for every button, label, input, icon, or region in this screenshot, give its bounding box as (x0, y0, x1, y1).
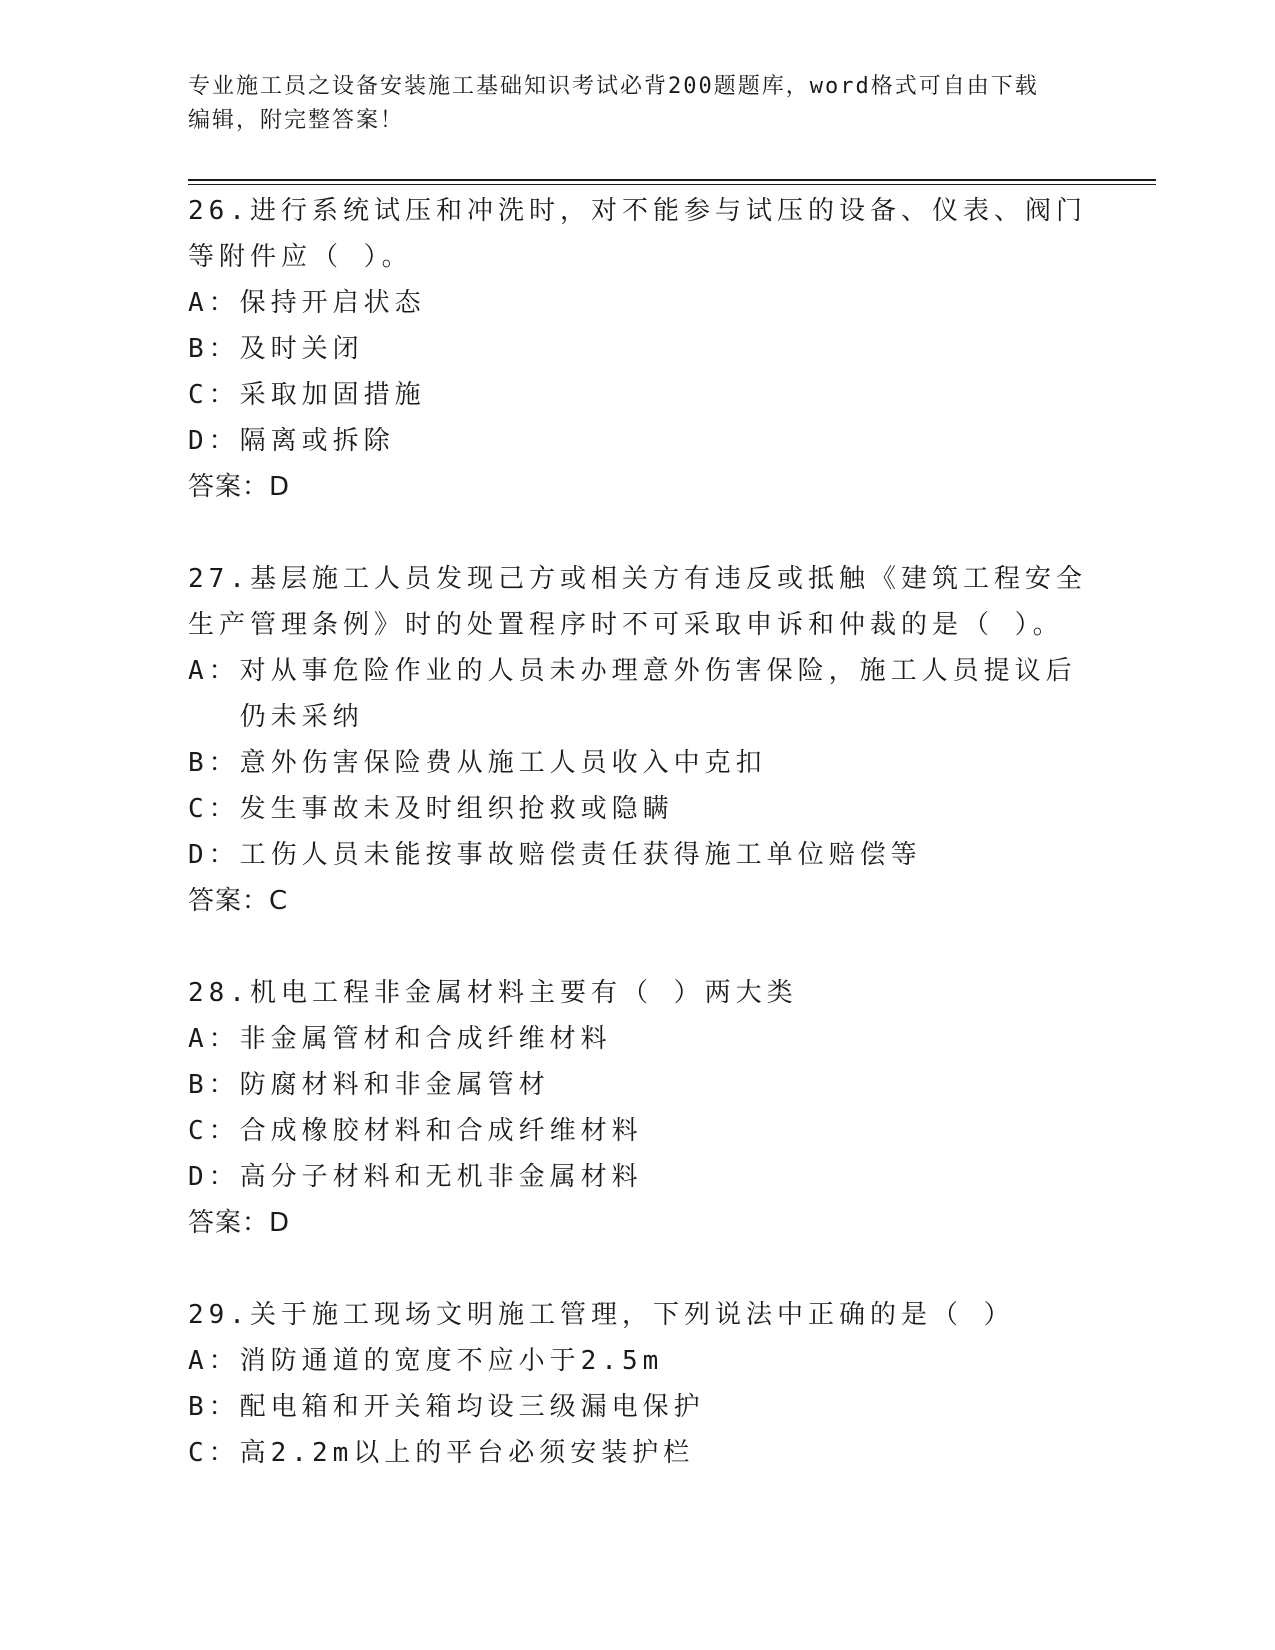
option-c (188, 1108, 1088, 1154)
option-key: D： (188, 1162, 240, 1192)
option-text: 保持开启状态 (239, 288, 426, 318)
option-text: 工伤人员未能按事故赔偿责任获得施工单位赔偿等 (239, 840, 922, 870)
answer-line: 答案：D (188, 1208, 291, 1238)
question-stem: 26.进行系统试压和冲洗时，对不能参与试压的设备、仪表、阀门等附件应（ ）。 (188, 196, 1087, 272)
option-a (188, 1016, 1088, 1062)
option-key: C： (188, 794, 240, 824)
option-key: C： (188, 1116, 240, 1146)
option-text: 对从事危险作业的人员未办理意外伤害保险，施工人员提议后仍未采纳 (239, 656, 1077, 732)
option-text: 消防通道的宽度不应小于2.5m (239, 1346, 664, 1376)
header-divider-thin (188, 184, 1156, 185)
option-key: B： (188, 334, 240, 364)
option-key: C： (188, 1438, 240, 1468)
option-key: B： (188, 1392, 240, 1422)
document-header (188, 70, 1068, 138)
option-text: 隔离或拆除 (239, 426, 395, 456)
option-text: 发生事故未及时组织抢救或隐瞒 (239, 794, 674, 824)
option-a (188, 1338, 1088, 1384)
option-b (188, 1384, 1088, 1430)
option-d (188, 832, 1088, 878)
option-key: B： (188, 748, 240, 778)
option-key: A： (188, 1346, 240, 1376)
question-stem: 28.机电工程非金属材料主要有（ ）两大类 (188, 978, 798, 1008)
option-text: 及时关闭 (239, 334, 364, 364)
option-d (188, 418, 1088, 464)
option-key: D： (188, 426, 240, 456)
option-text: 高2.2m以上的平台必须安装护栏 (239, 1438, 695, 1468)
option-text: 采取加固措施 (239, 380, 426, 410)
option-key: C： (188, 380, 240, 410)
option-key: A： (188, 656, 240, 686)
answer-line: 答案：D (188, 472, 291, 502)
option-key: A： (188, 288, 240, 318)
header-title-line-1: 专业施工员之设备安装施工基础知识考试必背200题题库，word格式可自由下载 (188, 74, 1039, 99)
option-c (188, 786, 1088, 832)
option-b (188, 740, 1088, 786)
question-29 (188, 1292, 1088, 1476)
option-d (188, 1154, 1088, 1200)
question-27 (188, 556, 1088, 924)
option-a (188, 280, 1088, 326)
option-text: 意外伤害保险费从施工人员收入中克扣 (239, 748, 767, 778)
option-c (188, 372, 1088, 418)
option-text: 合成橡胶材料和合成纤维材料 (239, 1116, 643, 1146)
question-stem: 27.基层施工人员发现己方或相关方有违反或抵触《建筑工程安全生产管理条例》时的处置程序时不可采取申诉和仲裁的是（ ）。 (188, 564, 1087, 640)
answer-line: 答案：C (188, 886, 289, 916)
option-text: 非金属管材和合成纤维材料 (239, 1024, 612, 1054)
question-list (188, 188, 1088, 1522)
option-b (188, 326, 1088, 372)
header-title-line-2: 编辑，附完整答案！ (188, 108, 405, 133)
option-text: 高分子材料和无机非金属材料 (239, 1162, 643, 1192)
option-key: D： (188, 840, 240, 870)
question-stem: 29.关于施工现场文明施工管理，下列说法中正确的是（ ） (188, 1300, 1015, 1330)
question-26 (188, 188, 1088, 510)
question-28 (188, 970, 1088, 1246)
option-c (188, 1430, 1088, 1476)
option-b (188, 1062, 1088, 1108)
option-key: A： (188, 1024, 240, 1054)
option-key: B： (188, 1070, 240, 1100)
option-a (188, 648, 1088, 740)
option-text: 防腐材料和非金属管材 (239, 1070, 550, 1100)
option-text: 配电箱和开关箱均设三级漏电保护 (239, 1392, 705, 1422)
header-divider-thick (188, 179, 1156, 181)
